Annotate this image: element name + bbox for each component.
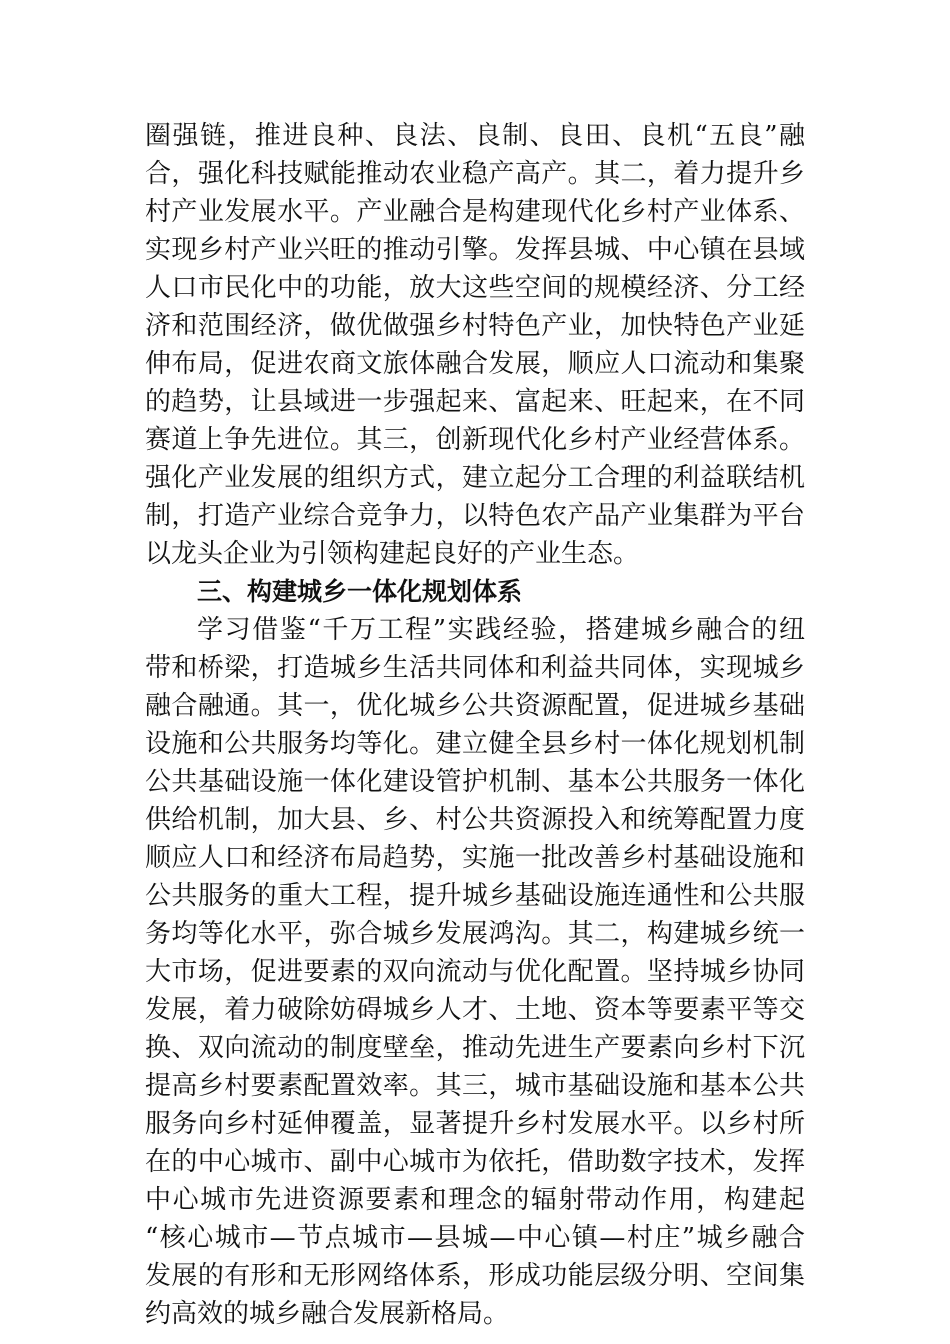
paragraph-1-line-9: 赛道上争先进位。其三，创新现代化乡村产业经营体系。 — [145, 425, 805, 455]
paragraph-2-line-7: 顺应人口和经济布局趋势，实施一批改善乡村基础设施和 — [145, 843, 805, 873]
paragraph-2-line-1: 学习借鉴“千万工程”实践经验，搭建城乡融合的纽 — [197, 615, 805, 645]
paragraph-2-line-5: 公共基础设施一体化建设管护机制、基本公共服务一体化 — [145, 767, 805, 797]
paragraph-1-line-11: 制，打造产业综合竞争力，以特色农产品产业集群为平台 — [145, 501, 805, 531]
paragraph-2-line-13: 提高乡村要素配置效率。其三，城市基础设施和基本公共 — [145, 1071, 805, 1101]
paragraph-1-line-12: 以龙头企业为引领构建起良好的产业生态。 — [145, 539, 640, 569]
paragraph-1-line-1: 圈强链，推进良种、良法、良制、良田、良机“五良”融 — [145, 121, 805, 151]
paragraph-1-line-10: 强化产业发展的组织方式，建立起分工合理的利益联结机 — [145, 463, 805, 493]
paragraph-1-line-3: 村产业发展水平。产业融合是构建现代化乡村产业体系、 — [145, 197, 805, 227]
paragraph-2-line-6: 供给机制，加大县、乡、村公共资源投入和统筹配置力度 — [145, 805, 805, 835]
paragraph-2-line-15: 在的中心城市、副中心城市为依托，借助数字技术，发挥 — [145, 1147, 805, 1177]
paragraph-1-line-5: 人口市民化中的功能，放大这些空间的规模经济、分工经 — [145, 273, 805, 303]
paragraph-1-line-2: 合，强化科技赋能推动农业稳产高产。其二，着力提升乡 — [145, 159, 805, 189]
paragraph-1-line-4: 实现乡村产业兴旺的推动引擎。发挥县城、中心镇在县域 — [145, 235, 805, 265]
paragraph-2-line-17: “核心城市—节点城市—县城—中心镇—村庄”城乡融合 — [145, 1223, 805, 1253]
paragraph-2-line-19: 约高效的城乡融合发展新格局。 — [145, 1299, 510, 1329]
paragraph-1-line-6: 济和范围经济，做优做强乡村特色产业，加快特色产业延 — [145, 311, 805, 341]
paragraph-2-line-18: 发展的有形和无形网络体系，形成功能层级分明、空间集 — [145, 1261, 805, 1291]
paragraph-1-line-8: 的趋势，让县域进一步强起来、富起来、旺起来，在不同 — [145, 387, 805, 417]
section-heading: 三、构建城乡一体化规划体系 — [197, 577, 523, 606]
paragraph-2-line-11: 发展，着力破除妨碍城乡人才、土地、资本等要素平等交 — [145, 995, 805, 1025]
paragraph-2-line-2: 带和桥梁，打造城乡生活共同体和利益共同体，实现城乡 — [145, 653, 805, 683]
paragraph-2-line-10: 大市场，促进要素的双向流动与优化配置。坚持城乡协同 — [145, 957, 805, 987]
paragraph-2-line-3: 融合融通。其一，优化城乡公共资源配置，促进城乡基础 — [145, 691, 805, 721]
paragraph-2-line-8: 公共服务的重大工程，提升城乡基础设施连通性和公共服 — [145, 881, 805, 911]
paragraph-1-line-7: 伸布局，促进农商文旅体融合发展，顺应人口流动和集聚 — [145, 349, 805, 379]
paragraph-2-line-12: 换、双向流动的制度壁垒，推动先进生产要素向乡村下沉 — [145, 1033, 805, 1063]
paragraph-2-line-4: 设施和公共服务均等化。建立健全县乡村一体化规划机制 — [145, 729, 805, 759]
paragraph-2-line-14: 服务向乡村延伸覆盖，显著提升乡村发展水平。以乡村所 — [145, 1109, 805, 1139]
paragraph-2-line-9: 务均等化水平，弥合城乡发展鸿沟。其二，构建城乡统一 — [145, 919, 805, 949]
paragraph-2-line-16: 中心城市先进资源要素和理念的辐射带动作用，构建起 — [145, 1185, 805, 1215]
